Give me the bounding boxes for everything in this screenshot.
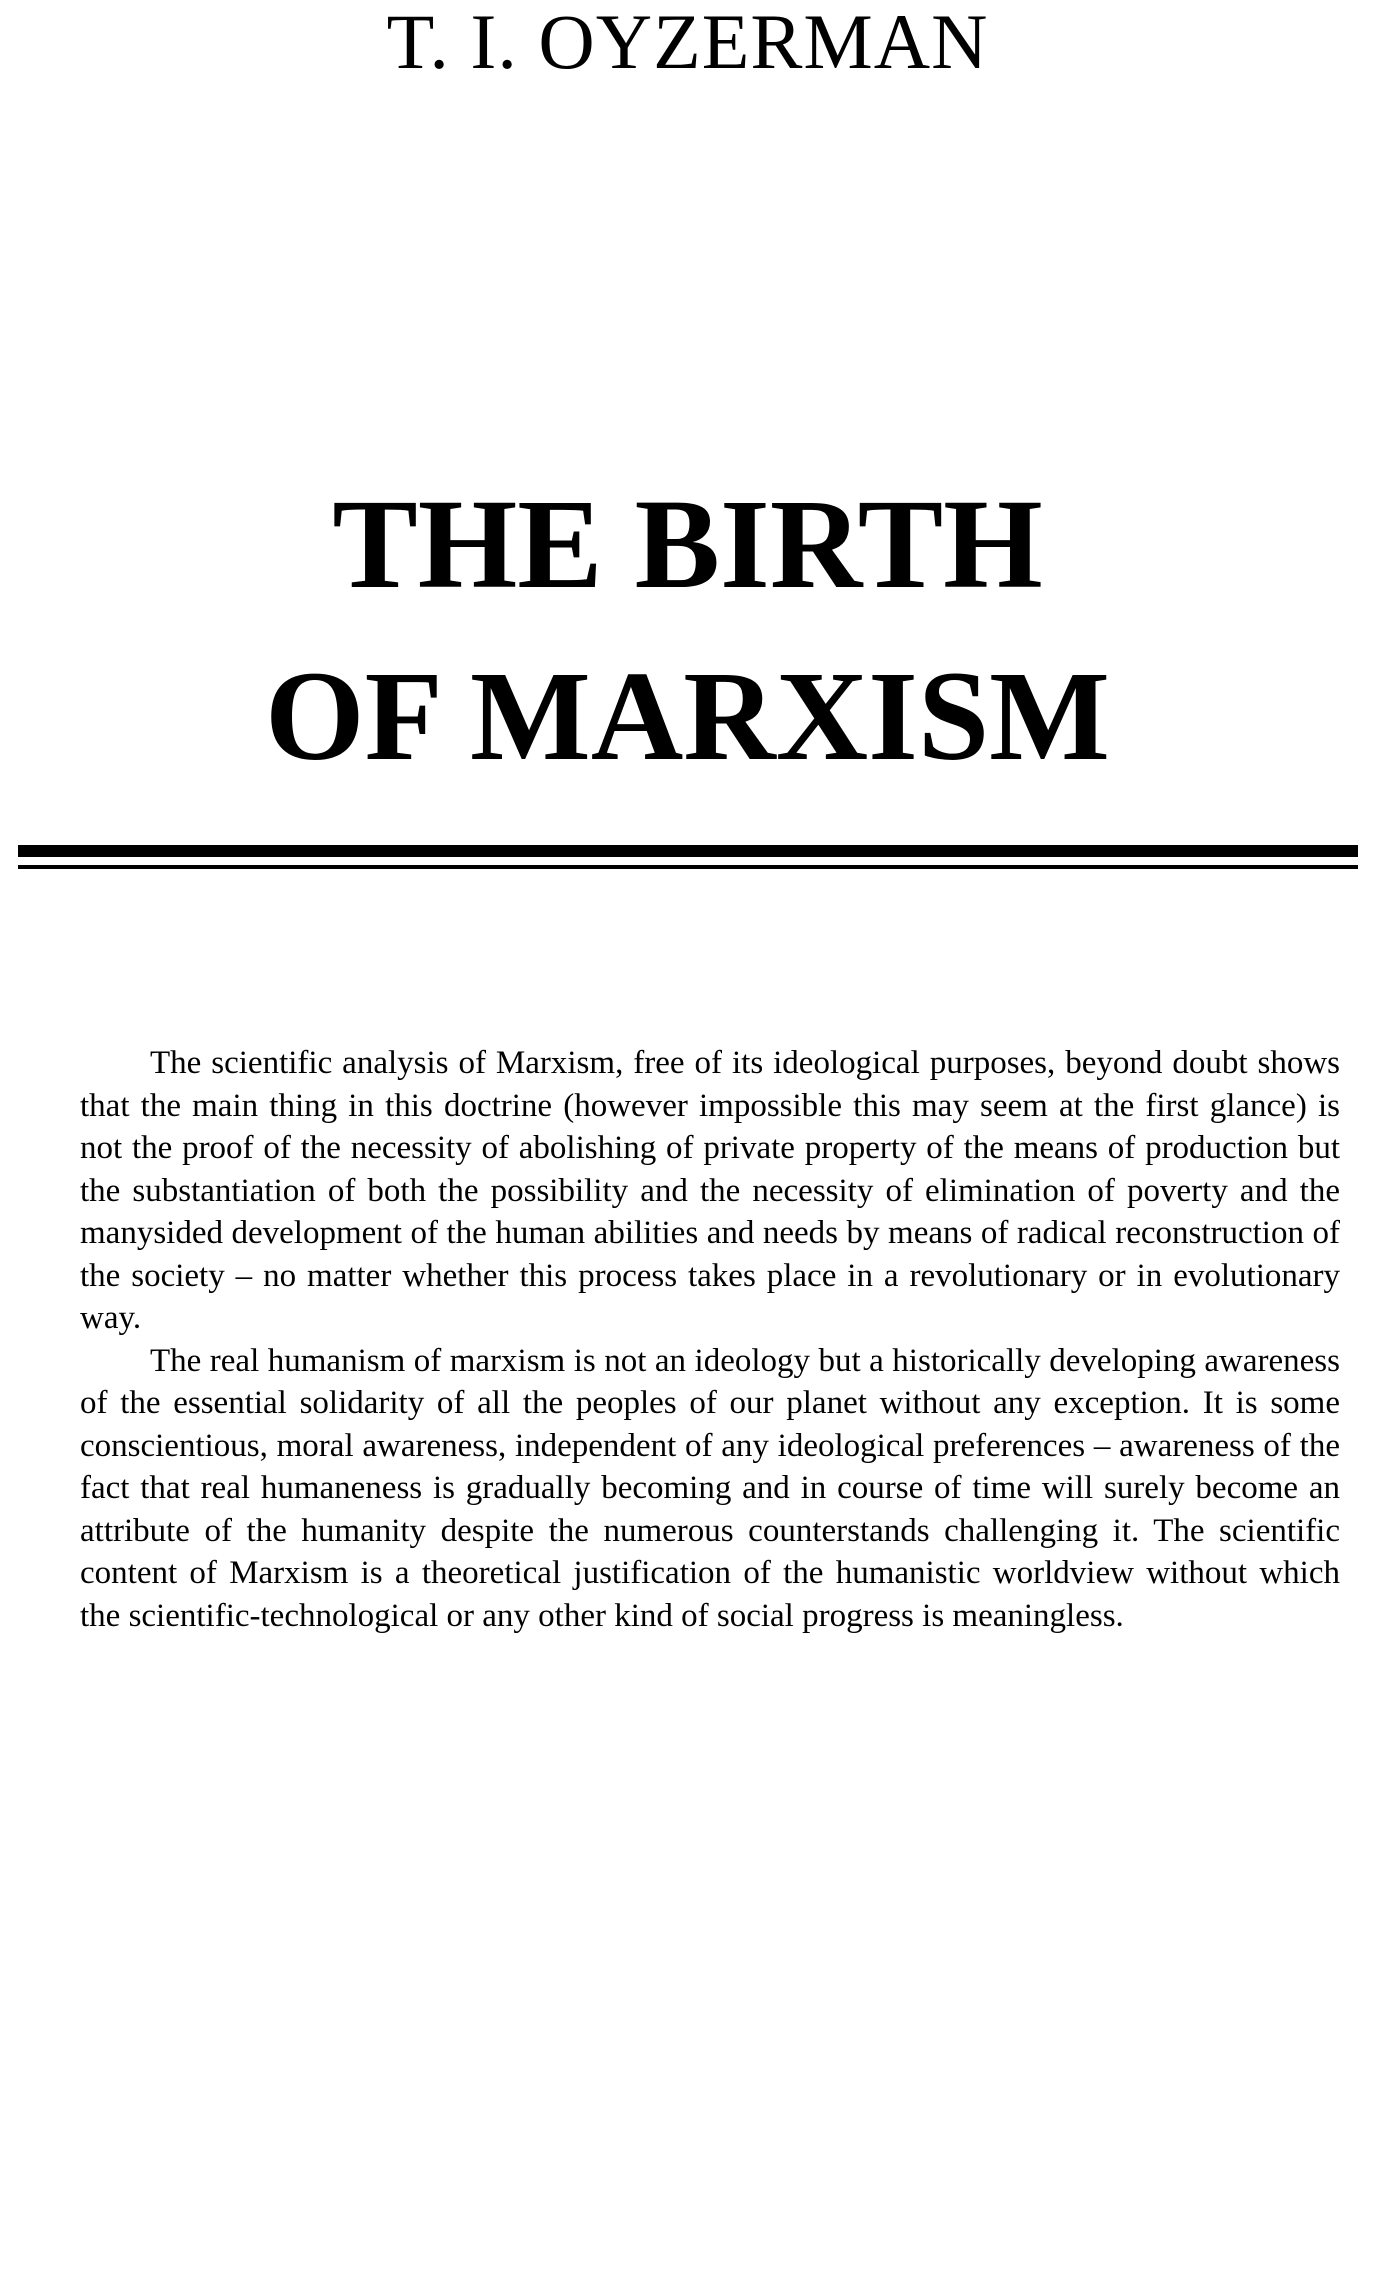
- abstract-paragraph-2: The real humanism of marxism is not an ideology but a historically developing awareness of the essential solidarity of all the peoples of our planet without any exception. It is some conscientious, moral awareness, independent of any ideological preferences – awareness of the fact that real humaneness is gradually becoming and in course of time will surely become an attribute of the humanity despite the numerous counterstands challenging it. The scientific content of Marxism is a theoretical justification of the humanistic worldview without which the scientific-technological or any other kind of social progress is meaningless.: [80, 1342, 1340, 1634]
- abstract-paragraph-1: The scientific analysis of Marxism, free of its ideological purposes, beyond doubt shows that the main thing in this doctrine (however impossible this may seem at the first glance) is not the proof of the necessity of abolishing of private property of the means of production but the substantiation of both the possibility and the necessity of elimination of poverty and the manysided development of the human abilities and needs by means of radical reconstruction of the society – no matter whether this process takes place in a revolutionary or in evolutionary way.: [80, 1045, 1340, 1336]
- book-title-line-2: OF MARXISM: [265, 645, 1110, 787]
- abstract-text: [80, 1042, 1340, 1637]
- book-title: [0, 458, 1375, 802]
- title-divider-thin: [18, 865, 1358, 869]
- title-divider-thick: [18, 845, 1358, 857]
- book-title-line-1: THE BIRTH: [332, 473, 1043, 615]
- author-name: T. I. OYZERMAN: [386, 0, 989, 85]
